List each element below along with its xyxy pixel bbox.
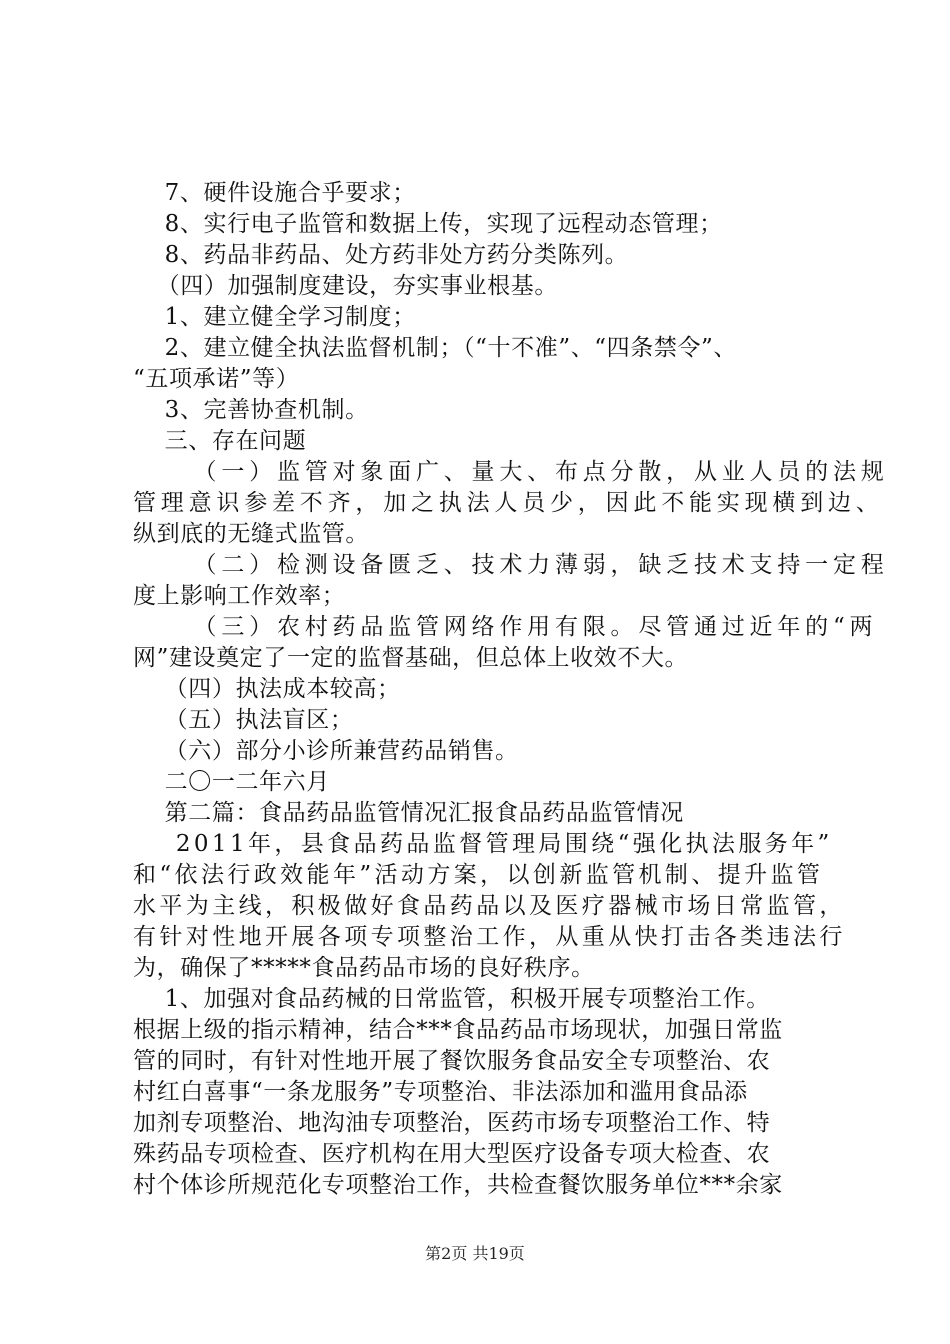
text-line: （四）执法成本较高； <box>133 676 401 702</box>
text-line: 和“依法行政效能年”活动方案，以创新监管机制、提升监管 <box>133 862 824 888</box>
text-line: 管理意识参差不齐，加之执法人员少，因此不能实现横到边、 <box>133 490 884 516</box>
text-line: 为，确保了*****食品药品市场的良好秩序。 <box>133 955 595 981</box>
text-line: 1、建立健全学习制度； <box>133 304 416 330</box>
text-line: 村红白喜事“一条龙服务”专项整治、非法添加和滥用食品添 <box>133 1079 748 1105</box>
text-line: （一）监管对象面广、量大、布点分散，从业人员的法规 <box>133 459 889 485</box>
chapter-heading: 第二篇：食品药品监管情况汇报食品药品监管情况 <box>133 800 684 826</box>
text-line: 纵到底的无缝式监管。 <box>133 521 369 547</box>
page-number-footer: 第2页 共19页 <box>425 1244 525 1263</box>
text-line: （六）部分小诊所兼营药品销售。 <box>133 738 519 764</box>
text-line: 3、完善协查机制。 <box>133 397 369 423</box>
text-line: “五项承诺”等） <box>133 366 300 392</box>
text-line: （五）执法盲区； <box>133 707 354 733</box>
text-line: 村个体诊所规范化专项整治工作，共检查餐饮服务单位***余家 <box>133 1172 783 1198</box>
text-line: 殊药品专项检查、医疗机构在用大型医疗设备专项大检查、农 <box>133 1141 771 1167</box>
text-line: 2、建立健全执法监督机制；（“十不准”、“四条禁令”、 <box>133 335 738 361</box>
text-line: 管的同时，有针对性地开展了餐饮服务食品安全专项整治、农 <box>133 1048 771 1074</box>
section-heading: 三、存在问题 <box>133 428 307 454</box>
date-line: 二〇一二年六月 <box>133 769 330 795</box>
text-line: （三）农村药品监管网络作用有限。尽管通过近年的“两 <box>133 614 878 640</box>
text-line: 水平为主线，积极做好食品药品以及医疗器械市场日常监管， <box>133 893 846 919</box>
text-line: 根据上级的指示精神，结合***食品药品市场现状，加强日常监 <box>133 1017 783 1043</box>
text-line: 度上影响工作效率； <box>133 583 346 609</box>
text-line: 7、硬件设施合乎要求； <box>133 180 416 206</box>
text-line: 1、加强对食品药械的日常监管，积极开展专项整治工作。 <box>133 986 770 1012</box>
text-line: 加剂专项整治、地沟油专项整治，医药市场专项整治工作、特 <box>133 1110 771 1136</box>
text-line: （四）加强制度建设，夯实事业根基。 <box>133 273 558 299</box>
text-line: 网”建设奠定了一定的监督基础，但总体上收效不大。 <box>133 645 689 671</box>
text-line: 8、实行电子监管和数据上传，实现了远程动态管理； <box>133 211 723 237</box>
text-line: 8、药品非药品、处方药非处方药分类陈列。 <box>133 242 629 268</box>
text-line: 2011年，县食品药品监督管理局围绕“强化执法服务年” <box>133 831 833 857</box>
text-line: （二）检测设备匮乏、技术力薄弱，缺乏技术支持一定程 <box>133 552 889 578</box>
text-line: 有针对性地开展各项专项整治工作，从重从快打击各类违法行 <box>133 924 846 950</box>
